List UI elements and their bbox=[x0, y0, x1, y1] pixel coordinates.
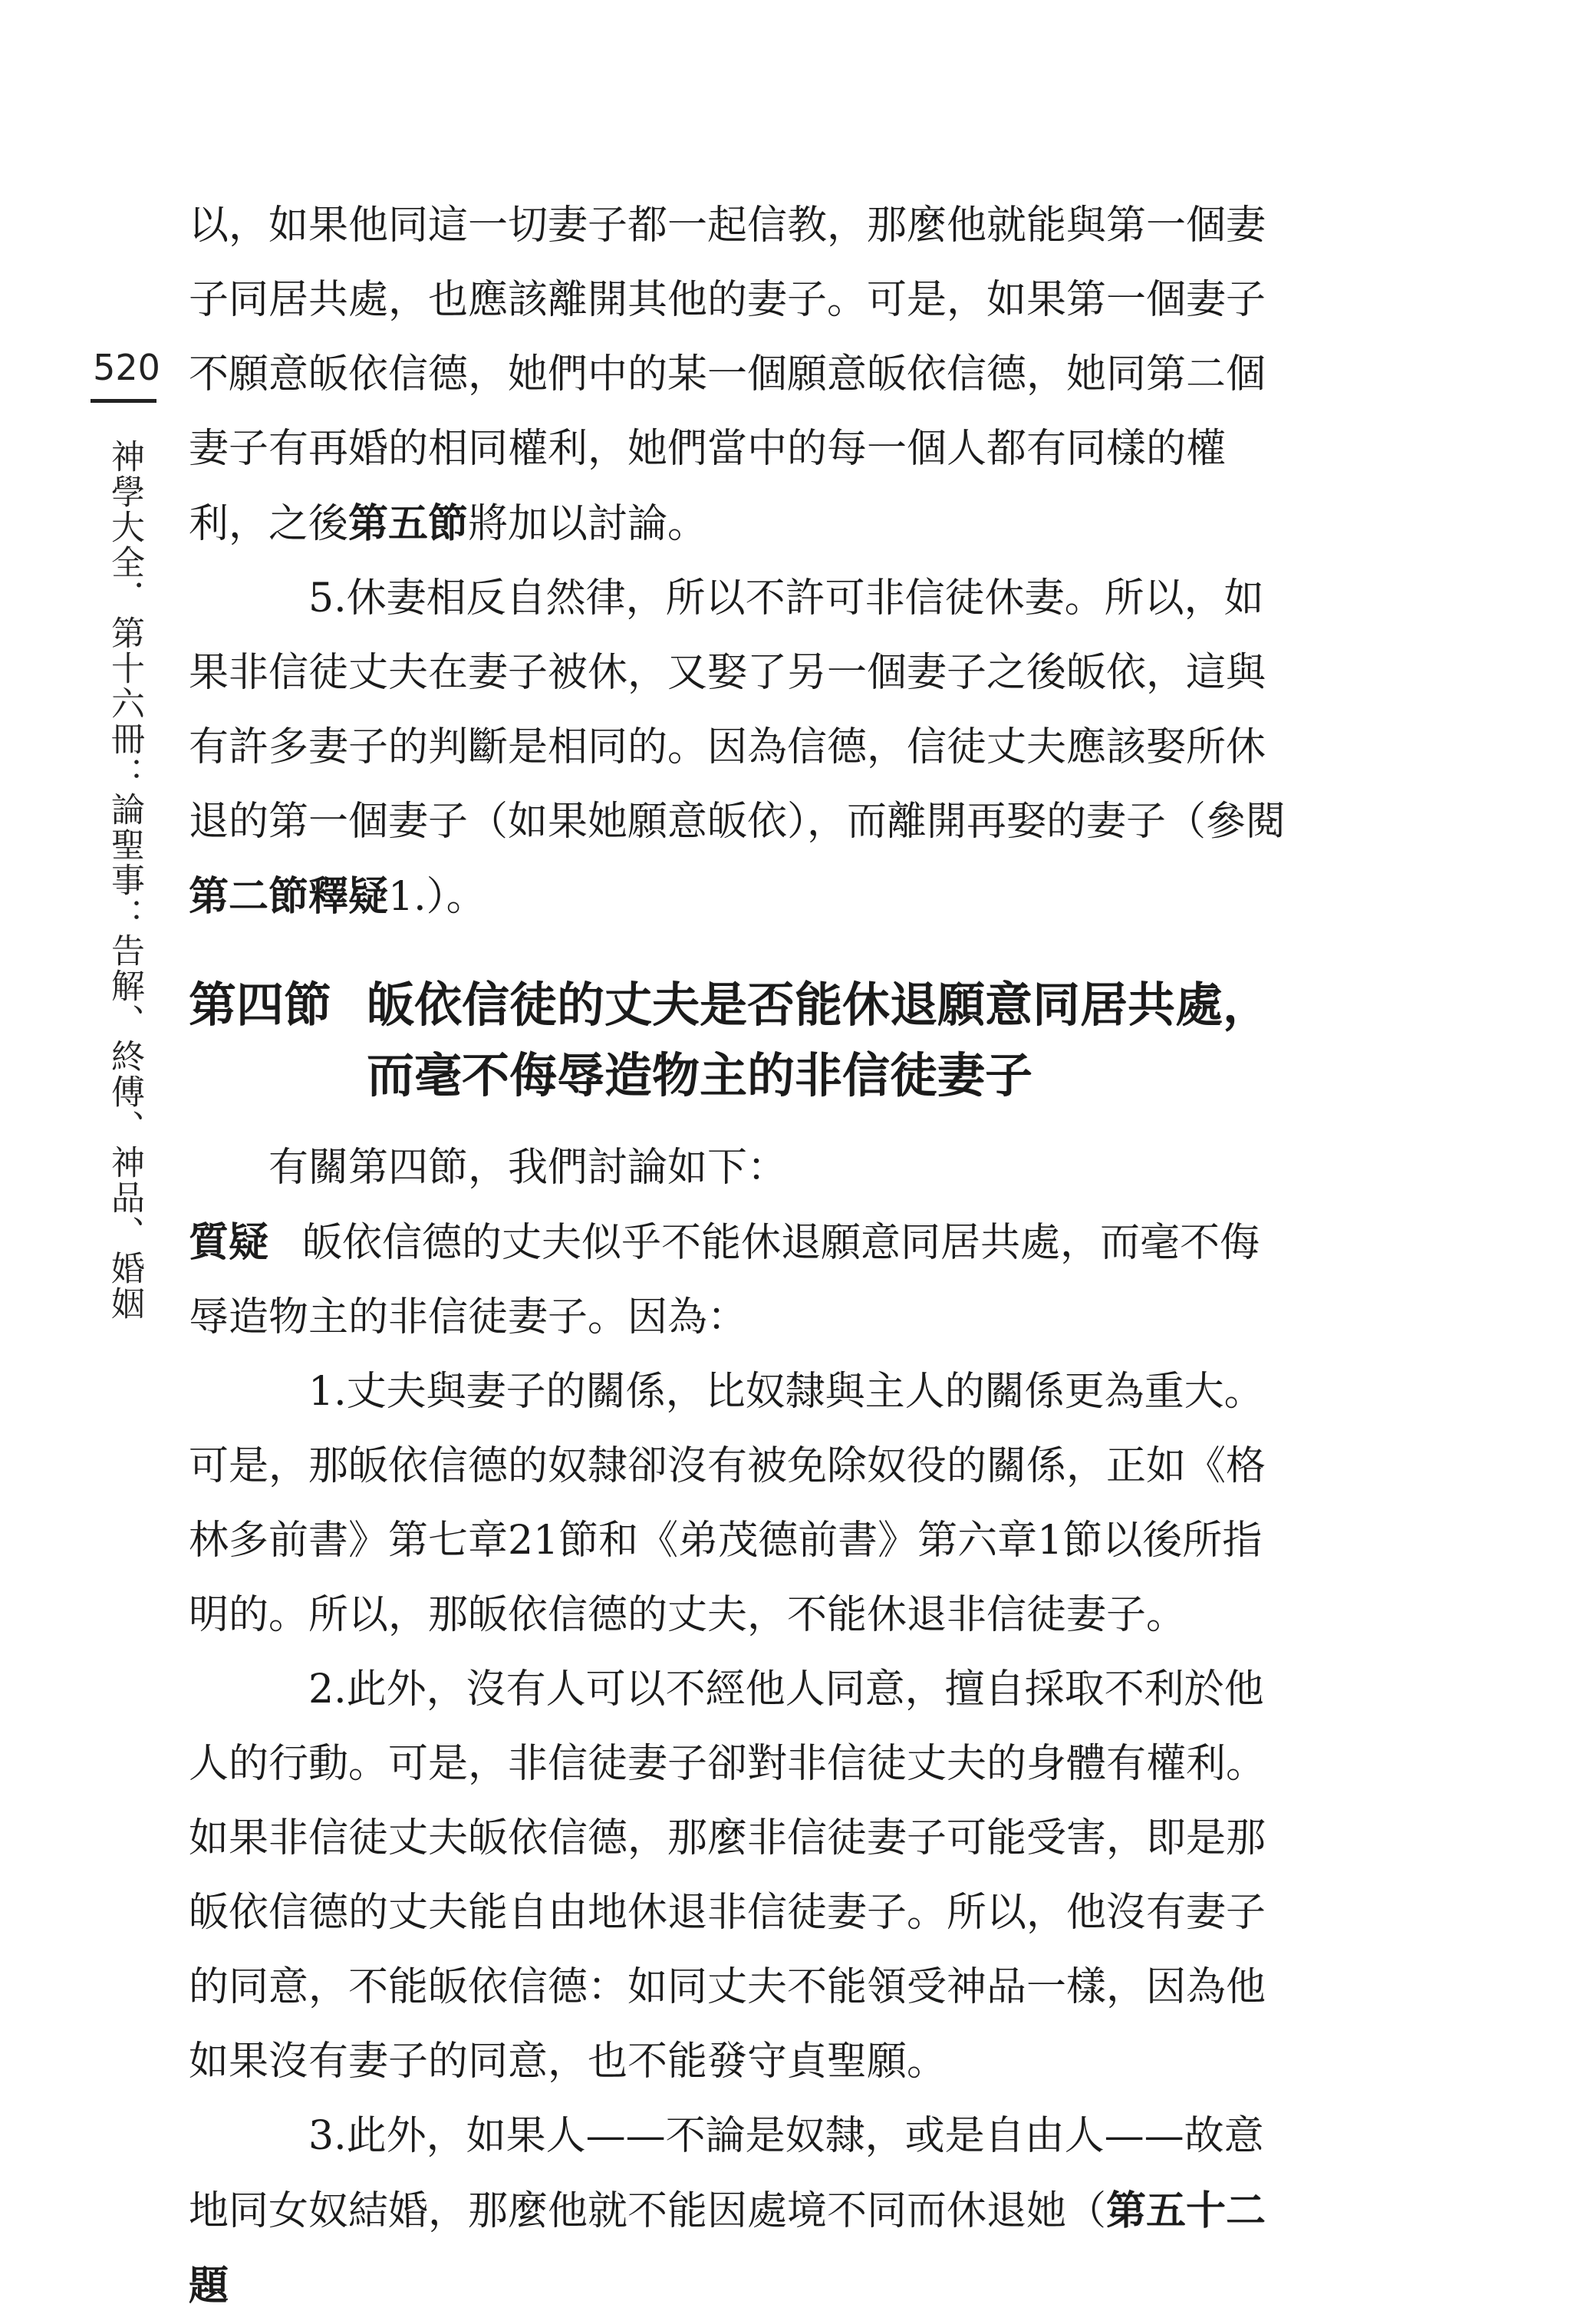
objection-2: 2.此外，沒有人可以不經他人同意，擅自採取不利於他人的行動。可是，非信徒妻子卻對非信徒丈夫的身體有權利。如果非信徒丈夫皈依信德，那麼非信徒妻子可能受害，即是那皈依信德的丈夫能自由地休退非信徒妻子。所以，他沒有妻子的同意，不能皈依信德：如同丈夫不能領受神品一樣，因為他如果沒有妻子的同意，也不能發守貞聖願。 bbox=[189, 1666, 1266, 2085]
section-title: 皈依信徒的丈夫是否能休退願意同居共處，而毫不侮辱造物主的非信徒妻子 bbox=[367, 977, 1271, 1103]
article-reference: 第五節 bbox=[348, 500, 469, 547]
section-heading bbox=[189, 970, 1286, 1111]
objection-label: 質疑 bbox=[189, 1219, 269, 1266]
paragraph-continuation bbox=[189, 189, 1286, 562]
page-number-rule bbox=[91, 399, 156, 403]
paragraph-5 bbox=[189, 562, 1286, 935]
running-head: 神學大全．第十六冊：論聖事：告解、終傅、神品、婚姻 bbox=[105, 439, 144, 1321]
paragraph-text: 5.休妻相反自然律，所以不許可非信徒休妻。所以，如果非信徒丈夫在妻子被休，又娶了另一個妻子之後皈依，這與有許多妻子的判斷是相同的。因為信德，信徒丈夫應該娶所休退的第一個妻子（如果她願意皈依），而離開再娶的妻子（參閱 bbox=[189, 575, 1286, 845]
page-number: 520 bbox=[93, 347, 160, 388]
objection-paragraph bbox=[189, 1205, 1286, 1355]
body-text bbox=[189, 189, 1286, 2324]
paragraph-text: 以，如果他同這一切妻子都一起信教，那麼他就能與第一個妻子同居共處，也應該離開其他的妻子。可是，如果第一個妻子不願意皈依信德，她們中的某一個願意皈依信德，她同第二個妻子有再婚的相同權利，她們當中的每一個人都有同樣的權利，之後 bbox=[189, 203, 1266, 547]
paragraph-text: 將加以討論。 bbox=[468, 501, 708, 547]
paragraph-text: 1.）。 bbox=[388, 874, 486, 920]
objection-1: 1.丈夫與妻子的關係，比奴隸與主人的關係更為重大。可是，那皈依信德的奴隸卻沒有被免除奴役的關係，正如《格林多前書》第七章21節和《弟茂德前書》第六章1節以後所指明的。所以，那皈依信德的丈夫，不能休退非信徒妻子。 bbox=[189, 1369, 1266, 1638]
question-reference: 第五十二題 bbox=[189, 2187, 1266, 2309]
section-number: 第四節 bbox=[189, 977, 332, 1033]
objection-3 bbox=[189, 2099, 1286, 2324]
section-intro: 有關第四節，我們討論如下： bbox=[268, 1145, 788, 1191]
reply-reference: 第二節釋疑 bbox=[189, 873, 389, 920]
objection-text: 皈依信德的丈夫似乎不能休退願意同居共處，而毫不侮辱造物主的非信徒妻子。因為： bbox=[189, 1220, 1260, 1340]
paragraph-text: 3.此外，如果人——不論是奴隸，或是自由人——故意地同女奴結婚，那麼他就不能因處境不同而休退她（ bbox=[189, 2113, 1264, 2234]
